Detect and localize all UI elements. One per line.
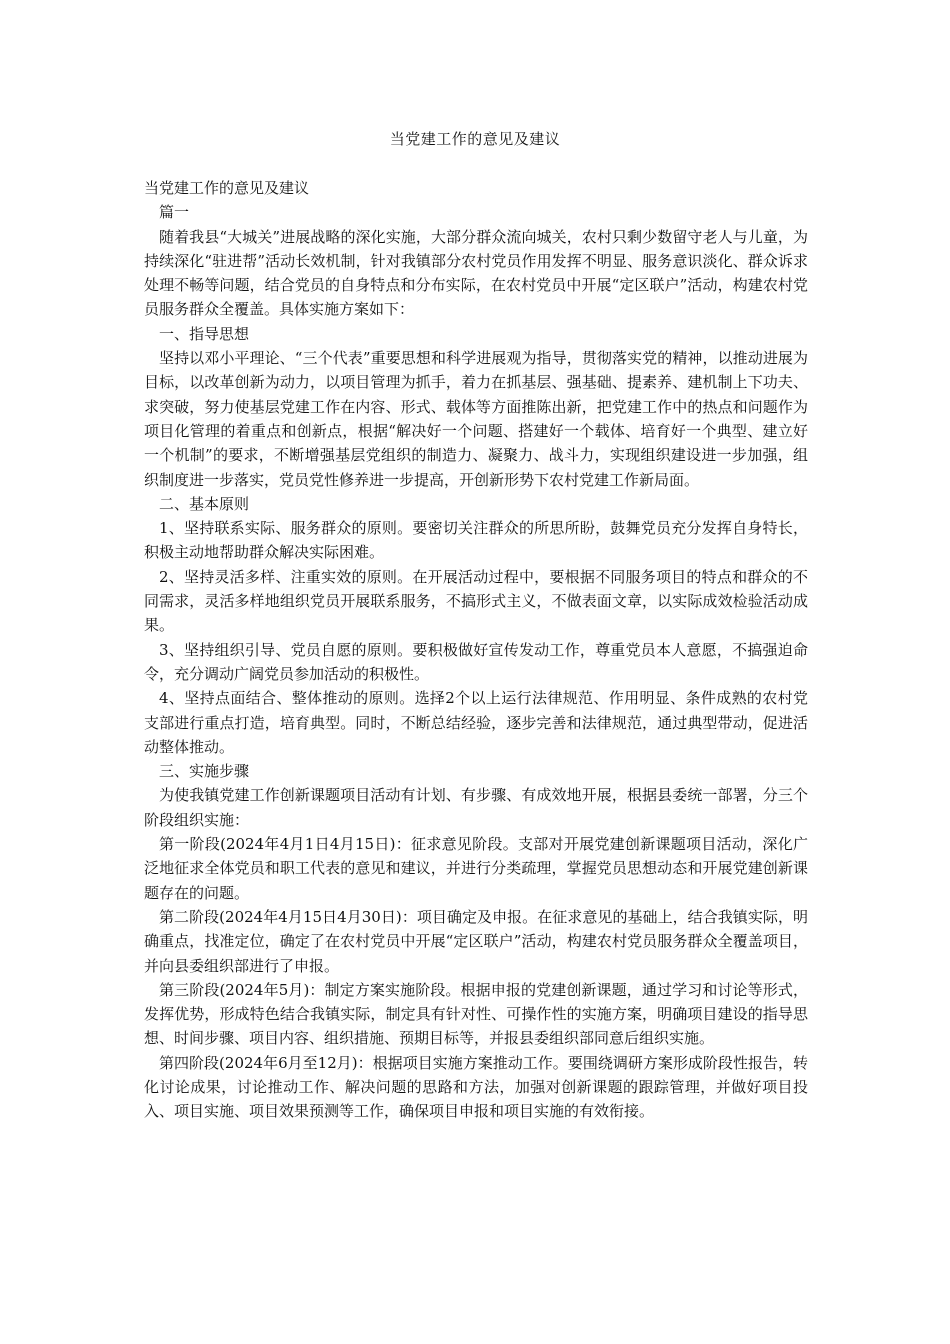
paragraph: 第二阶段(2024年4月15日4月30日)：项目确定及申报。在征求意见的基础上，结合我镇实际，明确重点，找准定位，确定了在农村党员中开展“定区联户”活动，构建农村党员服务群众全覆盖项目，并向县委组织部进行了申报。 <box>144 907 808 975</box>
paragraph: 坚持以邓小平理论、“三个代表”重要思想和科学进展观为指导，贯彻落实党的精神，以推动进展为目标，以改革创新为动力，以项目管理为抓手，着力在抓基层、强基础、提素养、建机制上下功夫、求突破，努力使基层党建工作在内容、形式、载体等方面推陈出新，把党建工作中的热点和问题作为项目化管理的着重点和创新点，根据“解决好一个问题、搭建好一个载体、培育好一个典型、建立好一个机制”的要求，不断增强基层党组织的制造力、凝聚力、战斗力，实现组织建设进一步加强，组织制度进一步落实，党员党性修养进一步提高，开创新形势下农村党建工作新局面。 <box>144 349 808 489</box>
paragraph: 为使我镇党建工作创新课题项目活动有计划、有步骤、有成效地开展，根据县委统一部署，分三个阶段组织实施： <box>144 786 808 829</box>
paragraph: 4、坚持点面结合、整体推动的原则。选择2个以上运行法律规范、作用明显、条件成熟的农村党支部进行重点打造，培育典型。同时，不断总结经验，逐步完善和法律规范，通过典型带动，促进活动整体推动。 <box>144 689 808 756</box>
paragraph: 1、坚持联系实际、服务群众的原则。要密切关注群众的所思所盼，鼓舞党员充分发挥自身特长，积极主动地帮助群众解决实际困难。 <box>144 519 808 562</box>
paragraph: 2、坚持灵活多样、注重实效的原则。在开展活动过程中，要根据不同服务项目的特点和群众的不同需求，灵活多样地组织党员开展联系服务，不搞形式主义，不做表面文章，以实际成效检验活动成果。 <box>144 567 808 635</box>
paragraph: 当党建工作的意见及建议 <box>144 179 310 197</box>
paragraph: 随着我县“大城关”进展战略的深化实施，大部分群众流向城关，农村只剩少数留守老人与儿童，为持续深化“驻进帮”活动长效机制，针对我镇部分农村党员作用发挥不明显、服务意识淡化、群众诉求处理不畅等问题，结合党员的自身特点和分布实际，在农村党员中开展“定区联户”活动，构建农村党员服务群众全覆盖。具体实施方案如下： <box>144 227 808 319</box>
document-body <box>144 176 808 1124</box>
document-title: 当党建工作的意见及建议 <box>389 130 561 148</box>
paragraph: 第一阶段(2024年4月1日4月15日)：征求意见阶段。支部对开展党建创新课题项目活动，深化广泛地征求全体党员和职工代表的意见和建议，并进行分类疏理，掌握党员思想动态和开展党建创新课题存在的问题。 <box>144 835 808 902</box>
paragraph: 第四阶段(2024年6月至12月)：根据项目实施方案推动工作。要围绕调研方案形成阶段性报告，转化讨论成果，讨论推动工作、解决问题的思路和方法，加强对创新课题的跟踪管理，并做好项目投入、项目实施、项目效果预测等工作，确保项目申报和项目实施的有效衔接。 <box>144 1053 808 1121</box>
paragraph: 篇一 <box>159 203 190 222</box>
paragraph: 第三阶段(2024年5月)：制定方案实施阶段。根据申报的党建创新课题，通过学习和讨论等形式，发挥优势，形成特色结合我镇实际，制定具有针对性、可操作性的实施方案，明确项目建设的指导思想、时间步骤、项目内容、组织措施、预期目标等，并报县委组织部同意后组织实施。 <box>144 980 808 1048</box>
paragraph: 一、指导思想 <box>159 324 250 343</box>
paragraph: 三、实施步骤 <box>159 762 250 781</box>
paragraph: 二、基本原则 <box>159 494 250 513</box>
paragraph: 3、坚持组织引导、党员自愿的原则。要积极做好宣传发动工作，尊重党员本人意愿，不搞强迫命令，充分调动广阔党员参加活动的积极性。 <box>144 640 808 683</box>
